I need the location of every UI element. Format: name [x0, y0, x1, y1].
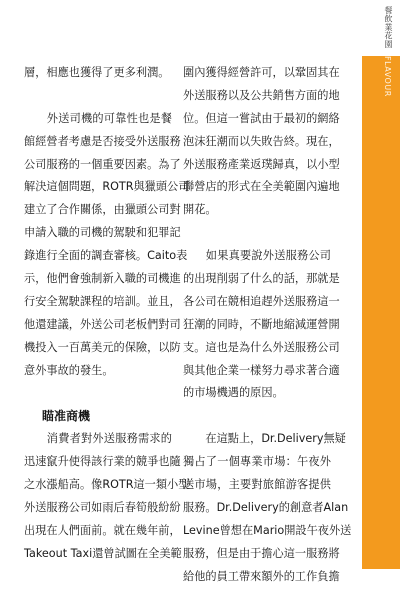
text-line: 他還建議，外送公司老板們對司	[24, 317, 181, 331]
text-line: 公司服務的一個重要因素。為了	[24, 157, 181, 171]
text-line: 出現在人們面前。就在幾年前，	[24, 523, 181, 537]
section-heading: 瞄准商機	[42, 409, 91, 424]
text-line: 意外事故的發生。	[24, 363, 114, 377]
text-line: 服務，但是由于擔心這一服務將	[183, 546, 340, 560]
text-line: 圍內獲得經營許可，以鞏固其在	[183, 66, 340, 79]
text-line: 給他的員工帶來額外的工作負擔	[183, 569, 340, 583]
left-column	[24, 62, 190, 566]
right-column	[183, 62, 352, 588]
text-line: 的市場機遇的原因。	[183, 386, 284, 400]
text-line: 層，相應也獲得了更多利潤。	[24, 66, 170, 79]
text-line: 位。但這一嘗試由于最初的網絡	[183, 111, 340, 125]
text-line: 之水漲船高。像ROTR這一類小型	[24, 478, 190, 492]
text-line: 外送司機的可靠性也是餐	[24, 111, 172, 125]
text-line: 錄進行全面的調查審核。Caito表	[24, 249, 188, 263]
section-tab	[362, 56, 400, 569]
text-line: 聯營店的形式在全美範圍內遍地	[183, 180, 340, 194]
text-line: Takeout Taxi還曾試圖在全美範	[24, 546, 182, 560]
text-line: 泡沫狂潮而以失敗告終。現在，	[183, 134, 340, 148]
paragraph	[24, 108, 190, 383]
paragraph	[24, 62, 172, 85]
text-line: 與其他企業一樣努力尋求著合適	[183, 363, 340, 377]
text-line: 服務。Dr.Delivery的創意者Alan	[183, 500, 349, 514]
paragraph	[183, 245, 340, 405]
text-line: 的出現削弱了什么的話，那就是	[183, 272, 340, 286]
paragraph	[183, 62, 340, 222]
text-line: 迅速竄升使得該行業的競爭也隨	[24, 455, 181, 469]
text-line: 開花。	[183, 203, 217, 217]
text-line: 獨占了一個專業市場：午夜外	[183, 455, 331, 469]
text-line: 行安全駕駛課程的培訓。並且，	[24, 294, 181, 308]
text-line: 解決這個問題，ROTR與獵頭公司	[24, 180, 190, 194]
paragraph	[183, 428, 352, 588]
text-line: 消費者對外送服務需求的	[24, 432, 172, 446]
text-line: 外送服務產業返璞歸真，以小型	[183, 157, 340, 171]
text-line: 機投入一百萬美元的保險，以防	[24, 340, 181, 354]
text-line: 建立了合作關係，由獵頭公司對	[24, 203, 181, 217]
section-tab-label: FLAVOUR	[383, 56, 392, 97]
text-line: 在這點上，Dr.Delivery無疑	[183, 432, 346, 446]
paragraph	[24, 428, 190, 565]
text-line: 示，他們會強制新入職的司機進	[24, 272, 181, 286]
text-line: 支。這也是為什么外送服務公司	[183, 340, 340, 354]
text-line: 申請入職的司機的駕駛和犯罪記	[24, 226, 181, 240]
text-line: 外送服務以及公共銷售方面的地	[183, 88, 340, 102]
section-label: 餐飲業花園	[384, 6, 393, 49]
text-line: 狂潮的同時，不斷地縮減運營開	[183, 317, 340, 331]
text-line: 館經營者考慮是否接受外送服務	[24, 134, 181, 148]
text-line: 外送服務公司如雨后春筍般紛紛	[24, 500, 181, 514]
text-line: 送市場，主要對旅館游客提供	[183, 478, 331, 492]
text-line: Levine曾想在Mario開設午夜外送	[183, 523, 352, 537]
text-line: 如果真要說外送服務公司	[183, 249, 331, 263]
text-line: 各公司在競相追趕外送服務這一	[183, 294, 340, 308]
